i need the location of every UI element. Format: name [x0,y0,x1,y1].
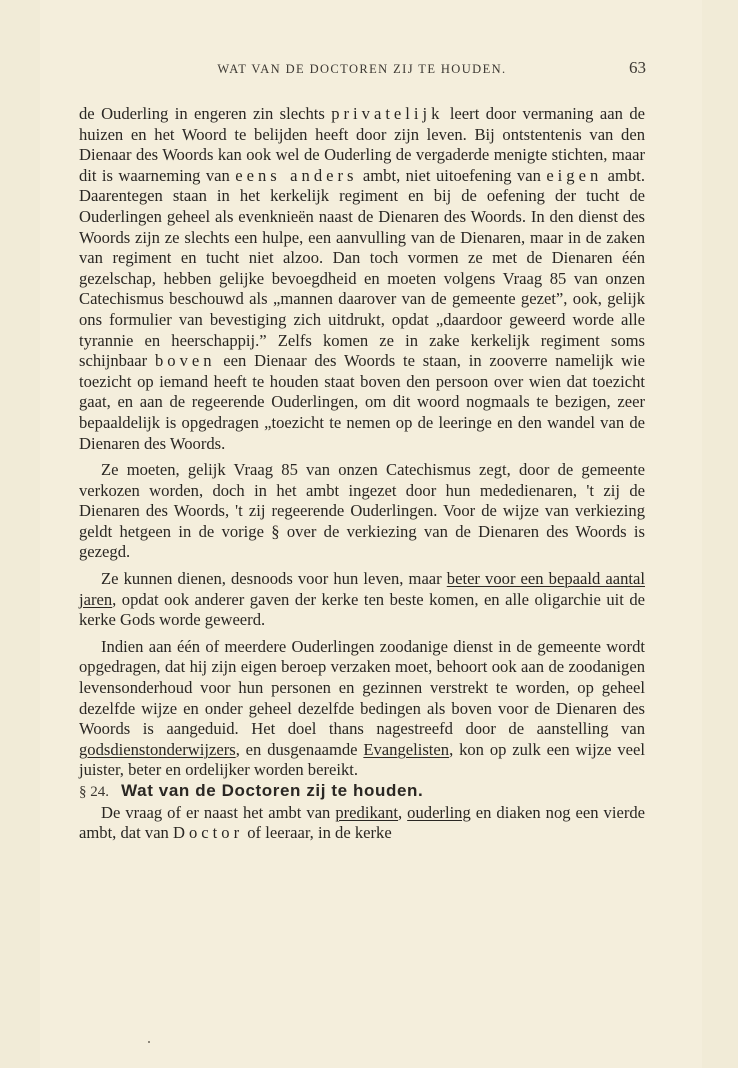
text-run: , en dusgenaamde [235,739,364,759]
spaced-emphasis: privatelijk [331,104,444,123]
text-run: , opdat ook anderer gaven der kerke ten beste komen, en alle oligarchie uit de kerke Gods worde geweerd. [79,589,645,630]
running-header [72,60,652,82]
text-run: ambt, niet uitoefening van [357,165,547,185]
text-run: een Dienaar des Woords te staan, in zooverre namelijk wie toezicht op iemand heeft te houden staat boven den persoon over wien dat toezicht gaat, en aan de regeerende Ouderlingen, om dit woord nogmaals te bezigen, zeer bepaaldelijk is opgedragen „toezicht te nemen op de leeringe en den wandel van de Dienaren des Woords. [79,351,646,453]
paragraph-continued [79,104,645,454]
text-run: Ze kunnen dienen, desnoods voor hun leven, maar [101,569,447,589]
paragraph-election: Ze moeten, gelijk Vraag 85 van onzen Catechismus zegt, door de gemeente verkozen worden, doch in het ambt ingezet door hun mededienaren, 't zij de Dienaren des Woords, 't zij regeerende Ouderlingen. Voor de wijze van verkiezing geldt hetgeen in de vorige § over de verkiezing van de Dienaren des Woords is gezegd. [79,460,645,562]
ink-speck [148,1041,150,1043]
spaced-emphasis: Doctor [173,823,244,843]
section-number: § 24. [79,784,109,800]
text-run: Indien aan één of meerdere Ouderlingen zoodanige dienst in de gemeente wordt opgedragen, dat hij zijn eigen beroep verzaken moet, behoort ook aan de zoodanigen levensonderhoud voor hun personen en gezinnen verstrekt te worden, op geheel dezelfde wijze en onder geheel dezelfde bedingen als boven voor de Dienaren des Woords is aangeduid. Het doel thans nagestreefd door de aanstelling van [79,636,645,739]
underlined-phrase: beter voor een bepaald aantal jaren [79,569,645,609]
text-run: of leeraar, in de kerke [243,823,392,843]
spaced-emphasis: eigen [546,165,603,185]
underlined-phrase: godsdienstonderwijzers [79,739,236,759]
text-run: de Ouderling in engeren zin slechts [79,104,332,123]
page-number: 63 [629,58,646,77]
paragraph-support [79,637,645,781]
section-heading [79,781,645,803]
running-title: WAT VAN DE DOCTOREN ZIJ TE HOUDEN. [217,62,507,76]
underlined-phrase: ouderling [407,802,471,822]
text-run: , [398,802,408,822]
text-run: en diaken nog een vierde ambt, dat van [79,802,646,843]
body-text [79,104,645,844]
underlined-phrase: predikant [335,802,399,822]
text-run: De vraag of er naast het ambt van [101,802,336,822]
paragraph-term [79,569,645,631]
section-title: Wat van de Doctoren zij te houden. [121,781,424,800]
text-run: ambt. Daarentegen staan in het kerkelijk regiment en bij de oefening der tucht de Ouderlingen geheel als evenknieën naast de Dienaren des Woords. In den dienst des Woords zijn ze slechts een hulpe, een aanvulling van de Dienaren, maar in de zaken van regiment en tucht niet alzoo. Dan toch vormen ze met de Dienaren één gezelschap, hebben gelijke bevoegdheid en moeten volgens Vraag 85 van onzen Catechismus beschouwd als „mannen daarover van de gemeente gezet”, ook, gelijk ons formulier van bevestiging zich uitdrukt, opdat „daardoor geweerd worde alle tyrannie en heerschappij.” Zelfs komen ze in zake kerkelijk regiment soms schijnbaar [79,165,645,371]
spaced-emphasis: eens anders [235,165,358,185]
spaced-emphasis: boven [154,351,216,371]
text-run: leert door vermaning aan de huizen en het Woord te belijden heeft door zijn leven. Bij ontstentenis van den Dienaar des Woords kan ook wel de Ouderling de vergaderde menigte stichten, maar dit is waarneming van [79,104,645,185]
paragraph-doctors [79,803,645,844]
underlined-phrase: Evangelisten [363,739,450,759]
text-run: , kon op zulk een wijze veel juister, beter en ordelijker worden bereikt. [79,739,645,780]
